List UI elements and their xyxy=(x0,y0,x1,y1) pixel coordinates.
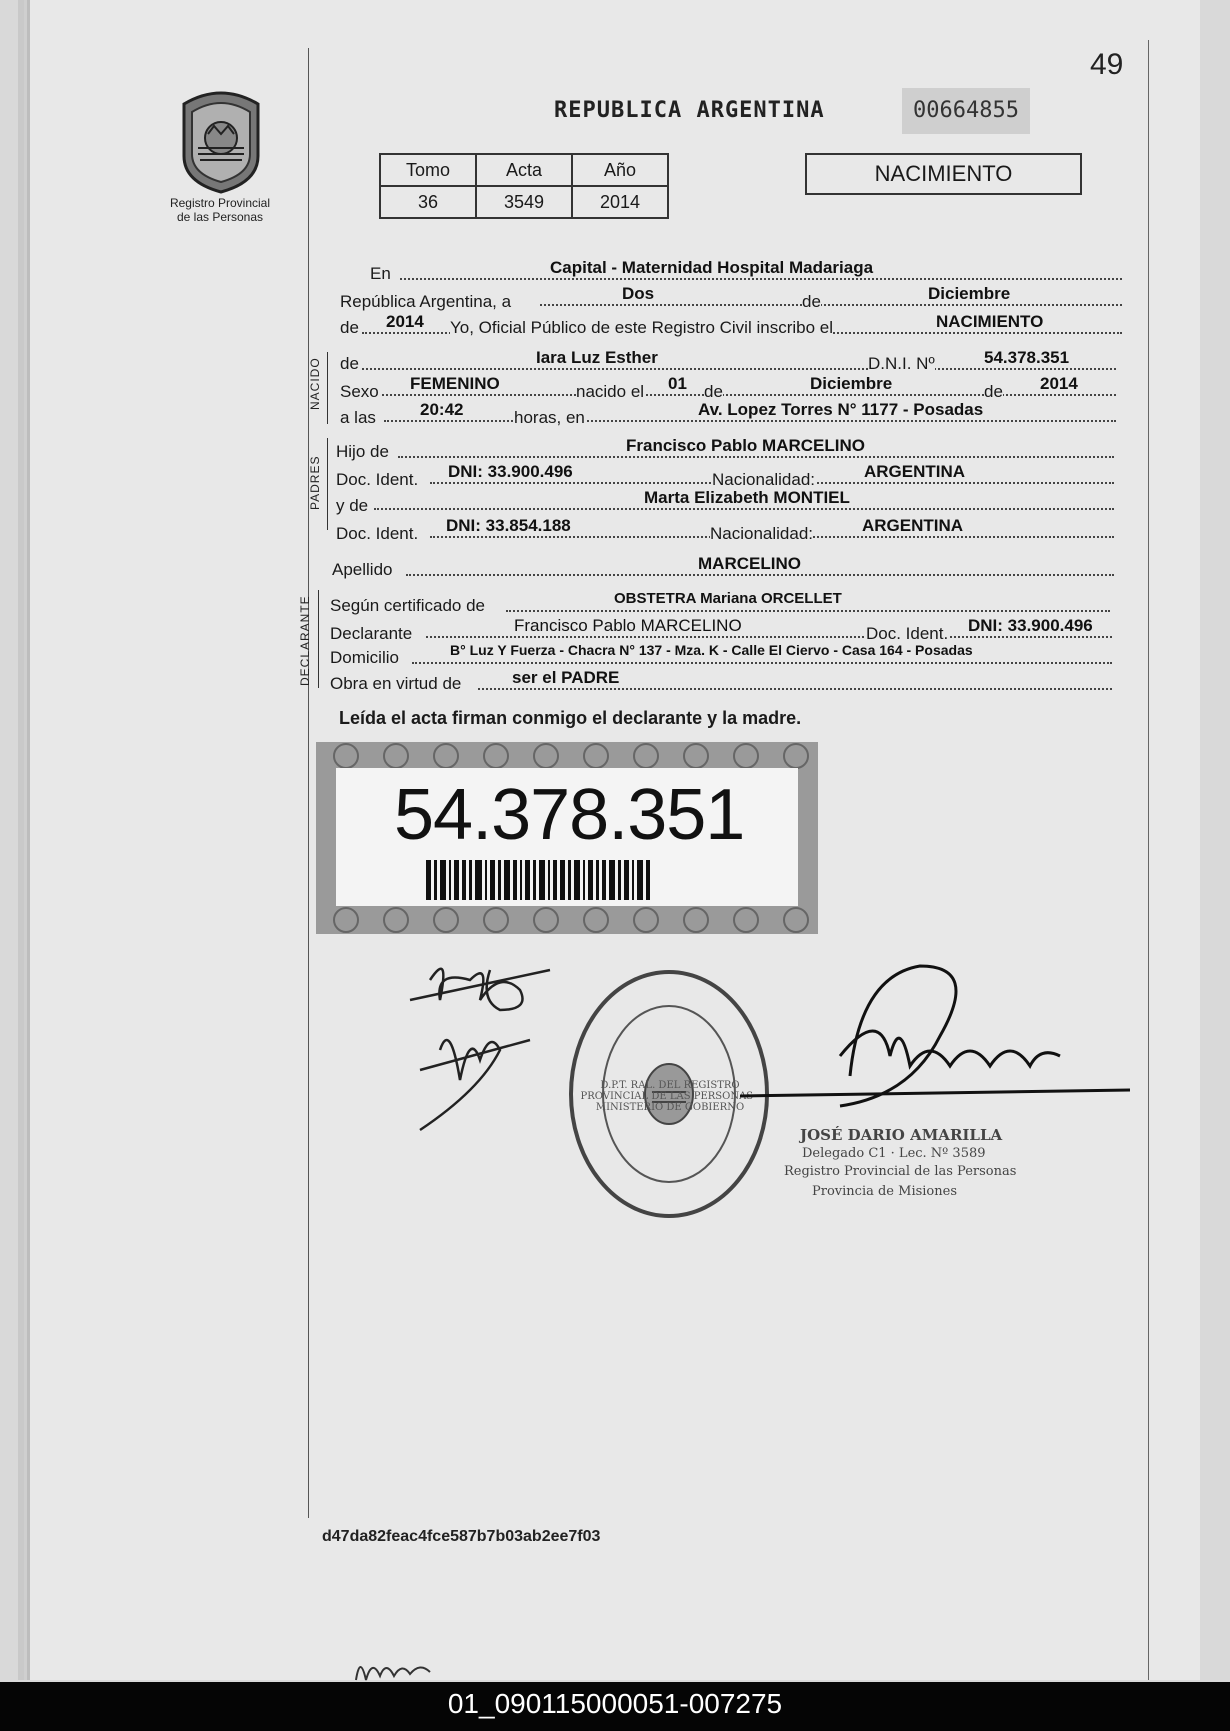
en-label: En xyxy=(370,264,391,283)
right-margin-line xyxy=(1148,40,1149,1680)
declarante-section-label: DECLARANTE xyxy=(298,595,312,686)
row-apellido xyxy=(332,554,1114,579)
hijo-de-label: Hijo de xyxy=(336,442,389,461)
father-doc: DNI: 33.900.496 xyxy=(448,462,573,481)
official-province: Provincia de Misiones xyxy=(812,1184,957,1199)
mother-nationality: ARGENTINA xyxy=(862,516,964,535)
row-certificado xyxy=(330,590,1110,615)
row-nacido-sexo xyxy=(340,374,1116,401)
a-las-label: a las xyxy=(340,408,376,427)
row-mother-doc xyxy=(336,516,1114,543)
document-hash: d47da82feac4fce587b7b03ab2ee7f03 xyxy=(322,1528,601,1545)
mother-nationality-label: Nacionalidad: xyxy=(710,524,814,543)
official-office: Registro Provincial de las Personas xyxy=(784,1164,1017,1179)
row-declarante xyxy=(330,616,1112,643)
row-anio xyxy=(340,312,1122,337)
horas-label: horas, en xyxy=(514,408,585,427)
birth-year: 2014 xyxy=(1040,374,1078,393)
row-y-de xyxy=(336,488,1114,515)
declarante-doc: DNI: 33.900.496 xyxy=(968,616,1093,635)
official-name: JOSÉ DARIO AMARILLA xyxy=(800,1126,1003,1144)
padres-divider xyxy=(327,438,328,530)
row-domicilio xyxy=(330,642,1112,667)
domicilio-label: Domicilio xyxy=(330,648,399,667)
header-title: REPUBLICA ARGENTINA xyxy=(554,98,825,123)
tomo-acta-table xyxy=(379,153,669,219)
official-role: Delegado C1 · Lec. Nº 3589 xyxy=(802,1146,986,1161)
nacido-name: Iara Luz Esther xyxy=(536,348,658,367)
row-en xyxy=(370,258,1122,283)
registry-caption-line2: de las Personas xyxy=(176,210,264,224)
nacido-el-label: nacido el xyxy=(576,382,645,401)
obra-label: Obra en virtud de xyxy=(330,674,462,693)
birth-time: 20:42 xyxy=(420,400,464,419)
de2-label: de xyxy=(340,318,359,337)
sexo-value: FEMENINO xyxy=(410,374,500,393)
row-nacido-hora xyxy=(340,400,1116,427)
closing-text: Leída el acta firman conmigo el declarante y la madre. xyxy=(339,708,802,728)
nacido-de-label3: de xyxy=(984,382,1003,401)
nacido-dni: 54.378.351 xyxy=(984,348,1070,367)
sexo-label: Sexo xyxy=(340,382,379,401)
registry-caption xyxy=(150,196,290,224)
row-fecha xyxy=(340,284,1122,311)
father-doc-label: Doc. Ident. xyxy=(336,470,419,489)
nacido-section-label: NACIDO xyxy=(308,357,322,410)
footer-id: 01_090115000051-007275 xyxy=(447,1688,783,1719)
declarante-doc-label: Doc. Ident. xyxy=(866,624,949,643)
declarante-divider xyxy=(318,590,319,688)
y-de-label: y de xyxy=(336,496,369,515)
mother-doc: DNI: 33.854.188 xyxy=(446,516,571,535)
declarante-label: Declarante xyxy=(330,624,413,643)
acta-header: Acta xyxy=(476,154,572,186)
day-value: Dos xyxy=(622,284,655,303)
officer-text: Yo, Oficial Público de este Registro Civil inscribo el xyxy=(450,318,833,337)
father-name: Francisco Pablo MARCELINO xyxy=(626,436,865,455)
bottom-scribble xyxy=(350,1650,450,1682)
mother-doc-label: Doc. Ident. xyxy=(336,524,419,543)
declarant-signature xyxy=(380,940,580,1150)
declarante-name: Francisco Pablo MARCELINO xyxy=(514,616,742,635)
birth-place: Av. Lopez Torres N° 1177 - Posadas xyxy=(698,400,984,419)
obra-value: ser el PADRE xyxy=(512,668,620,687)
row-nacido-nombre xyxy=(340,348,1116,373)
nacido-divider xyxy=(327,352,328,424)
seal-text: D.P.T. RAL. DEL REGISTRO PROVINCIAL DE LAS PERSONAS · MINISTERIO DE GOBIERNO xyxy=(580,1080,760,1113)
father-nationality-label: Nacionalidad: xyxy=(712,470,816,489)
tomo-value: 36 xyxy=(380,186,476,218)
anio-value: 2014 xyxy=(572,186,668,218)
row-obra xyxy=(330,668,1112,693)
republica-label: República Argentina, a xyxy=(340,292,512,311)
row-hijo-de xyxy=(336,436,1114,461)
anio-header: Año xyxy=(572,154,668,186)
birth-month: Diciembre xyxy=(810,374,893,393)
certificado-value: OBSTETRA Mariana ORCELLET xyxy=(614,590,842,607)
year-value: 2014 xyxy=(386,312,424,331)
certificado-label: Según certificado de xyxy=(330,596,485,615)
act-type-box: NACIMIENTO xyxy=(805,153,1082,195)
dni-sticker-inner xyxy=(336,768,798,906)
acta-value: 3549 xyxy=(476,186,572,218)
tomo-header: Tomo xyxy=(380,154,476,186)
barcode xyxy=(426,860,716,900)
serial-number: 00664855 xyxy=(902,88,1030,134)
month-value: Diciembre xyxy=(928,284,1011,303)
place-value: Capital - Maternidad Hospital Madariaga xyxy=(550,258,874,277)
apellido-label: Apellido xyxy=(332,560,393,579)
nacido-de-label2: de xyxy=(704,382,723,401)
act-type-value: NACIMIENTO xyxy=(936,312,1044,331)
birth-day: 01 xyxy=(668,374,687,393)
apellido-value: MARCELINO xyxy=(698,554,801,573)
domicilio-value: B° Luz Y Fuerza - Chacra N° 137 - Mza. K - Calle El Ciervo - Casa 164 - Posadas xyxy=(450,642,973,658)
father-nationality: ARGENTINA xyxy=(864,462,966,481)
margin-line xyxy=(308,48,309,1518)
provincial-crest-logo xyxy=(178,86,264,194)
page-number: 49 xyxy=(1090,48,1124,81)
registry-caption-line1: Registro Provincial xyxy=(169,196,271,210)
dni-label: D.N.I. Nº xyxy=(868,354,935,373)
dni-sticker xyxy=(316,742,818,934)
padres-section-label: PADRES xyxy=(308,455,322,510)
de-label: de xyxy=(802,292,821,311)
row-father-doc xyxy=(336,462,1114,489)
mother-name: Marta Elizabeth MONTIEL xyxy=(644,488,850,507)
dni-sticker-number: 54.378.351 xyxy=(394,775,745,855)
nacido-de-label: de xyxy=(340,354,359,373)
